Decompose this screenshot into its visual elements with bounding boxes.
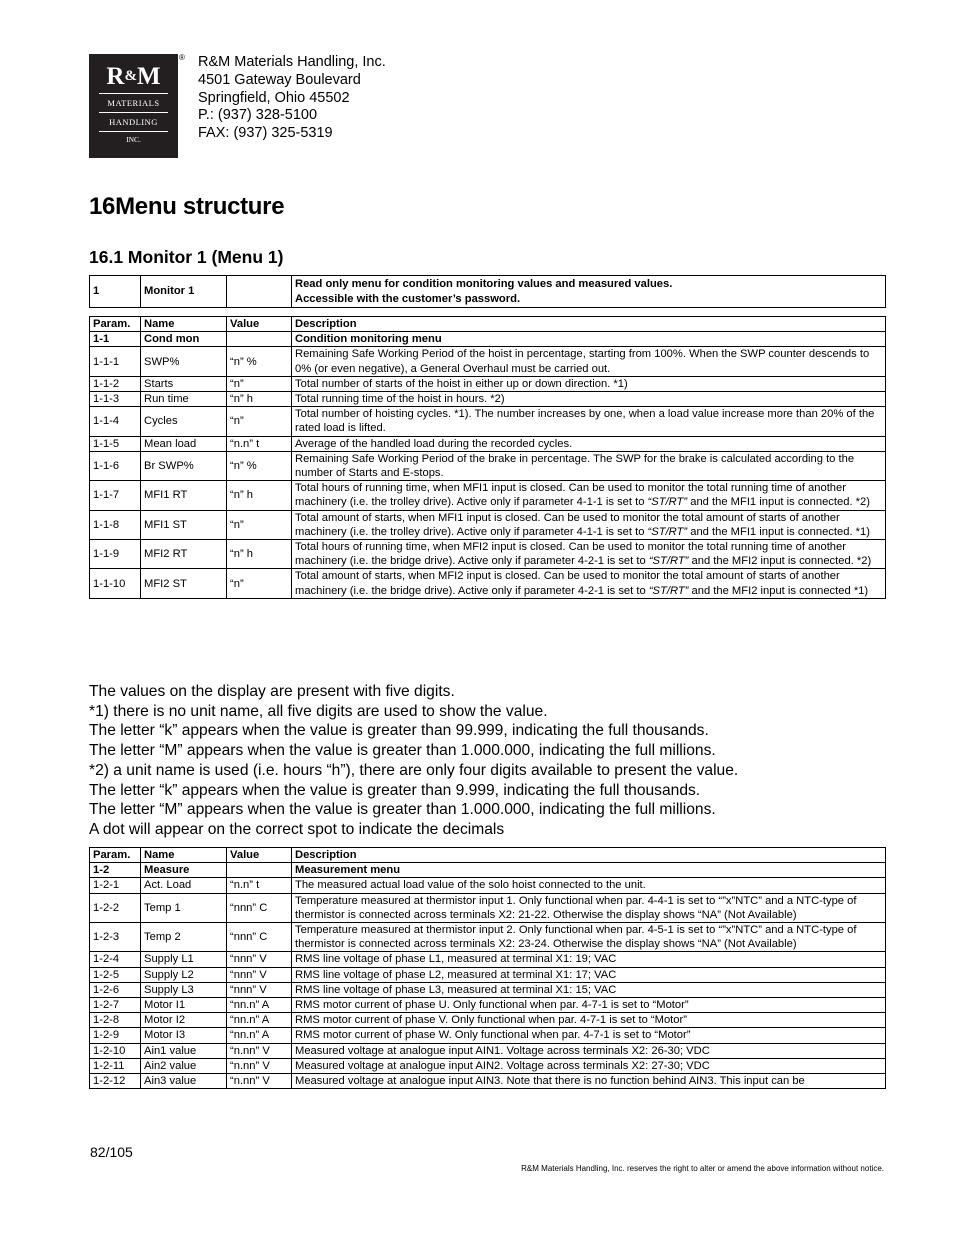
table-row: [90, 998, 886, 1013]
param-cell: Param.: [90, 848, 141, 863]
table-row: [90, 893, 886, 922]
param-cell: 1-1-2: [90, 376, 141, 391]
description-cell: Remaining Safe Working Period of the hoist in percentage, starting from 100%. When the SWP counter descends to 0% (or even negative), a General Overhaul must be carried out.: [292, 347, 886, 376]
description-cell: Condition monitoring menu: [292, 332, 886, 347]
company-address: [198, 54, 386, 143]
condition-monitoring-table: [89, 316, 886, 599]
description-cell: Description: [292, 317, 886, 332]
table-row: [90, 392, 886, 407]
value-cell: “n” %: [227, 451, 292, 480]
param-cell: 1-2-11: [90, 1058, 141, 1073]
note-line: The values on the display are present with five digits.: [89, 683, 455, 700]
table-row: [90, 332, 886, 347]
table-row: [90, 569, 886, 598]
value-cell: “n”: [227, 376, 292, 391]
name-cell: Supply L2: [141, 967, 227, 982]
param-cell: 1-1-5: [90, 436, 141, 451]
address-line: FAX: (937) 325-5319: [198, 125, 333, 142]
value-cell: “nnn” V: [227, 952, 292, 967]
menu-description-line: Read only menu for condition monitoring values and measured values.: [295, 278, 673, 291]
param-cell: 1-2-8: [90, 1013, 141, 1028]
page-title: 16Menu structure: [89, 193, 285, 220]
description-cell: Total hours of running time, when MFI2 input is closed. Can be used to monitor the total running time of another machinery (i.e. the bridge drive). Active only if parameter 4-2-1 is set to “ST/RT” and the MFI2 input is connected. *2): [292, 540, 886, 569]
name-cell: Temp 1: [141, 893, 227, 922]
param-cell: 1-1-1: [90, 347, 141, 376]
name-cell: Supply L1: [141, 952, 227, 967]
name-cell: Ain3 value: [141, 1074, 227, 1089]
param-cell: 1-2-2: [90, 893, 141, 922]
param-cell: 1-2-3: [90, 923, 141, 952]
description-cell: RMS motor current of phase W. Only functional when par. 4-7-1 is set to “Motor”: [292, 1028, 886, 1043]
name-cell: SWP%: [141, 347, 227, 376]
name-cell: Cycles: [141, 407, 227, 436]
name-cell: Temp 2: [141, 923, 227, 952]
note-line: *1) there is no unit name, all five digits are used to show the value.: [89, 702, 548, 720]
name-cell: MFI1 ST: [141, 510, 227, 539]
description-cell: RMS line voltage of phase L3, measured at terminal X1: 15; VAC: [292, 982, 886, 997]
name-cell: Supply L3: [141, 982, 227, 997]
name-cell: Run time: [141, 392, 227, 407]
table-row: [90, 848, 886, 863]
value-cell: “n.nn” V: [227, 1058, 292, 1073]
address-line: P.: (937) 328-5100: [198, 107, 318, 124]
table-row: [90, 1028, 886, 1043]
param-cell: 1-1-7: [90, 481, 141, 510]
value-cell: “nnn” V: [227, 982, 292, 997]
param-cell: 1-1-3: [90, 392, 141, 407]
description-cell: Average of the handled load during the recorded cycles.: [292, 436, 886, 451]
measurement-table: [89, 847, 886, 1089]
param-cell: 1-1-4: [90, 407, 141, 436]
table-row: [90, 923, 886, 952]
name-cell: Motor I2: [141, 1013, 227, 1028]
description-cell: Description: [292, 848, 886, 863]
note-line: The letter “M” appears when the value is greater than 1.000.000, indicating the full millions.: [89, 742, 716, 760]
param-cell: 1-2-7: [90, 998, 141, 1013]
value-cell: “nnn” C: [227, 923, 292, 952]
company-logo: R&M MATERIALS HANDLING INC.: [89, 54, 178, 158]
value-cell: “n.n” t: [227, 436, 292, 451]
address-line: Springfield, Ohio 45502: [198, 89, 350, 106]
name-cell: Ain1 value: [141, 1043, 227, 1058]
param-cell: 1-2: [90, 863, 141, 878]
value-cell: “n”: [227, 407, 292, 436]
menu-value: [227, 276, 292, 308]
table-row: [90, 510, 886, 539]
table-row: [90, 1013, 886, 1028]
name-cell: MFI1 RT: [141, 481, 227, 510]
param-cell: 1-1: [90, 332, 141, 347]
param-cell: 1-1-10: [90, 569, 141, 598]
description-cell: Temperature measured at thermistor input 2. Only functional when par. 4-5-1 is set to “”x”NTC” and a NTC-type of thermistor is connected across terminals X2: 23-24. Otherwise the display shows “NA” (Not Available): [292, 923, 886, 952]
address-line: R&M Materials Handling, Inc.: [198, 54, 386, 70]
description-cell: RMS line voltage of phase L1, measured at terminal X1: 19; VAC: [292, 952, 886, 967]
display-notes: [89, 682, 738, 840]
table-row: [90, 481, 886, 510]
table-row: [90, 952, 886, 967]
page-number: 82/105: [90, 1144, 133, 1160]
name-cell: Ain2 value: [141, 1058, 227, 1073]
table-row: [90, 376, 886, 391]
menu-header-table: [89, 275, 886, 308]
description-cell: Measured voltage at analogue input AIN2. Voltage across terminals X2: 27-30; VDC: [292, 1058, 886, 1073]
value-cell: “n.n” t: [227, 878, 292, 893]
param-cell: 1-2-6: [90, 982, 141, 997]
table-row: [90, 967, 886, 982]
section-title: 16.1 Monitor 1 (Menu 1): [89, 247, 284, 267]
name-cell: Motor I1: [141, 998, 227, 1013]
note-line: A dot will appear on the correct spot to indicate the decimals: [89, 820, 505, 838]
name-cell: MFI2 RT: [141, 540, 227, 569]
value-cell: “n.nn” V: [227, 1074, 292, 1089]
table-row: [90, 451, 886, 480]
param-cell: Param.: [90, 317, 141, 332]
param-cell: 1-2-1: [90, 878, 141, 893]
address-line: 4501 Gateway Boulevard: [198, 71, 361, 88]
description-cell: Total number of starts of the hoist in either up or down direction. *1): [292, 376, 886, 391]
description-cell: RMS motor current of phase V. Only functional when par. 4-7-1 is set to “Motor”: [292, 1013, 886, 1028]
value-cell: “nnn” C: [227, 893, 292, 922]
value-cell: Value: [227, 848, 292, 863]
description-cell: Temperature measured at thermistor input 1. Only functional when par. 4-4-1 is set to “”x”NTC” and a NTC-type of thermistor is connected across terminals X2: 21-22. Otherwise the display shows “NA” (Not Available): [292, 893, 886, 922]
value-cell: [227, 332, 292, 347]
value-cell: “n”: [227, 569, 292, 598]
name-cell: Name: [141, 317, 227, 332]
param-cell: 1-1-9: [90, 540, 141, 569]
param-cell: 1-2-9: [90, 1028, 141, 1043]
note-line: The letter “k” appears when the value is greater than 9.999, indicating the full thousands.: [89, 781, 701, 799]
value-cell: “n.nn” V: [227, 1043, 292, 1058]
value-cell: “n” %: [227, 347, 292, 376]
name-cell: Br SWP%: [141, 451, 227, 480]
description-cell: Total number of hoisting cycles. *1). The number increases by one, when a load value increase more than 20% of the rated load is lifted.: [292, 407, 886, 436]
menu-number: 1: [90, 276, 141, 308]
menu-name: Monitor 1: [141, 276, 227, 308]
name-cell: Mean load: [141, 436, 227, 451]
table-row: [90, 436, 886, 451]
description-cell: Total amount of starts, when MFI2 input is closed. Can be used to monitor the total amount of starts of another machinery (i.e. the bridge drive). Active only if parameter 4-2-1 is set to “ST/RT” and the MFI2 input is connected *1): [292, 569, 886, 598]
param-cell: 1-2-12: [90, 1074, 141, 1089]
table-row: [90, 1074, 886, 1089]
value-cell: “nnn” V: [227, 967, 292, 982]
description-cell: Total running time of the hoist in hours. *2): [292, 392, 886, 407]
description-cell: Remaining Safe Working Period of the brake in percentage. The SWP for the brake is calculated according to the number of Starts and E-stops.: [292, 451, 886, 480]
note-line: The letter “M” appears when the value is greater than 1.000.000, indicating the full millions.: [89, 801, 716, 819]
name-cell: Cond mon: [141, 332, 227, 347]
value-cell: “nn.n” A: [227, 1028, 292, 1043]
note-line: *2) a unit name is used (i.e. hours “h”), there are only four digits available to present the value.: [89, 761, 739, 779]
table-row: [90, 540, 886, 569]
table-row: [90, 863, 886, 878]
description-cell: RMS line voltage of phase L2, measured at terminal X1: 17; VAC: [292, 967, 886, 982]
name-cell: Measure: [141, 863, 227, 878]
table-row: [90, 982, 886, 997]
param-cell: 1-2-4: [90, 952, 141, 967]
description-cell: Measured voltage at analogue input AIN3. Note that there is no function behind AIN3. This input can be: [292, 1074, 886, 1089]
value-cell: Value: [227, 317, 292, 332]
description-cell: Measurement menu: [292, 863, 886, 878]
param-cell: 1-1-6: [90, 451, 141, 480]
table-row: [90, 407, 886, 436]
table-row: [90, 1043, 886, 1058]
menu-description: [292, 276, 886, 308]
description-cell: RMS motor current of phase U. Only functional when par. 4-7-1 is set to “Motor”: [292, 998, 886, 1013]
name-cell: Starts: [141, 376, 227, 391]
table-row: [90, 878, 886, 893]
registered-mark: ®: [179, 53, 185, 62]
param-cell: 1-2-5: [90, 967, 141, 982]
param-cell: 1-1-8: [90, 510, 141, 539]
value-cell: “nn.n” A: [227, 1013, 292, 1028]
footer-disclaimer: R&M Materials Handling, Inc. reserves the right to alter or amend the above information without notice.: [521, 1164, 884, 1173]
value-cell: “n” h: [227, 392, 292, 407]
name-cell: MFI2 ST: [141, 569, 227, 598]
param-cell: 1-2-10: [90, 1043, 141, 1058]
table-row: [90, 1058, 886, 1073]
name-cell: Act. Load: [141, 878, 227, 893]
value-cell: “n” h: [227, 540, 292, 569]
note-line: The letter “k” appears when the value is greater than 99.999, indicating the full thousands.: [89, 722, 709, 740]
description-cell: The measured actual load value of the solo hoist connected to the unit.: [292, 878, 886, 893]
menu-description-line: Accessible with the customer’s password.: [295, 292, 521, 305]
value-cell: “nn.n” A: [227, 998, 292, 1013]
value-cell: “n”: [227, 510, 292, 539]
description-cell: Total amount of starts, when MFI1 input is closed. Can be used to monitor the total amount of starts of another machinery (i.e. the trolley drive). Active only if parameter 4-1-1 is set to “ST/RT” and the MFI1 input is connected. *1): [292, 510, 886, 539]
description-cell: Total hours of running time, when MFI1 input is closed. Can be used to monitor the total running time of another machinery (i.e. the trolley drive). Active only if parameter 4-1-1 is set to “ST/RT” and the MFI1 input is connected. *2): [292, 481, 886, 510]
value-cell: “n” h: [227, 481, 292, 510]
description-cell: Measured voltage at analogue input AIN1. Voltage across terminals X2: 26-30; VDC: [292, 1043, 886, 1058]
name-cell: Name: [141, 848, 227, 863]
name-cell: Motor I3: [141, 1028, 227, 1043]
value-cell: [227, 863, 292, 878]
table-row: [90, 347, 886, 376]
table-row: [90, 317, 886, 332]
